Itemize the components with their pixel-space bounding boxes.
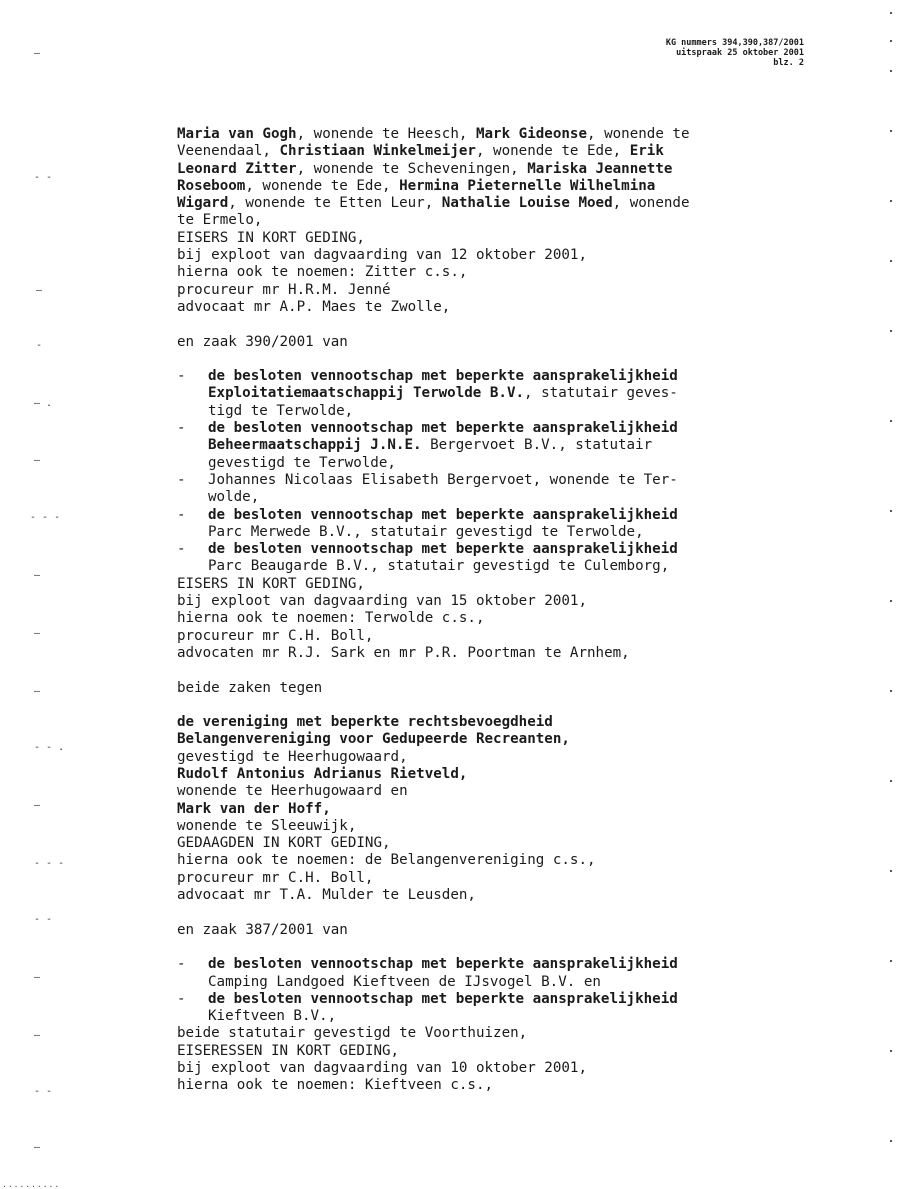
text-line: gevestigd te Terwolde, <box>208 454 396 471</box>
advocaat-line: advocaat mr A.P. Maes te Zwolle, <box>177 298 451 315</box>
text-line: de besloten vennootschap met beperkte aansprakelijkheid <box>208 956 678 973</box>
name: Leonard Zitter <box>177 160 297 177</box>
text-line: tigd te Terwolde, <box>208 402 354 419</box>
margin-mark: — <box>34 455 41 466</box>
list-item <box>177 956 837 991</box>
name: Wigard <box>177 195 229 212</box>
list-item <box>177 991 837 1026</box>
text-line: te Ermelo, <box>177 212 263 229</box>
judgment-date: uitspraak 25 oktober 2001 <box>676 48 804 58</box>
margin-mark: — <box>36 285 43 296</box>
list-item <box>177 368 837 420</box>
margin-mark: — <box>34 800 41 811</box>
case-387-heading: en zaak 387/2001 van <box>177 921 348 938</box>
text-line <box>177 143 837 160</box>
text-line: de vereniging met beperkte rechtsbevoegdheid <box>177 714 553 731</box>
spacer <box>177 316 837 333</box>
alias-line: hierna ook te noemen: Terwolde c.s., <box>177 610 485 627</box>
text-line: de besloten vennootschap met beperkte aansprakelijkheid <box>208 990 678 1007</box>
text-line <box>177 161 837 178</box>
alias-line: hierna ook te noemen: de Belangenvereniging c.s., <box>177 852 596 869</box>
name: Erik <box>629 143 664 160</box>
spacer <box>177 697 837 714</box>
text-line: gevestigd te Heerhugowaard, <box>177 748 408 765</box>
text-line: Johannes Nicolaas Elisabeth Bergervoet, wonende te Ter- <box>208 471 678 488</box>
both-cases-against: beide zaken tegen <box>177 679 323 696</box>
page-number: blz. 2 <box>773 58 804 68</box>
text-line: wonende te Heerhugowaard en <box>177 783 408 800</box>
text-line <box>177 195 837 212</box>
summons-line: bij exploot van dagvaarding van 10 oktober 2001, <box>177 1060 587 1077</box>
scan-edge <box>890 0 896 1186</box>
plaintiffs-terwolde <box>177 576 837 662</box>
margin-mark: — <box>34 1142 41 1153</box>
plaintiffs-zitter <box>177 126 837 316</box>
summons-line: bij exploot van dagvaarding van 12 oktober 2001, <box>177 247 587 264</box>
text-line: de besloten vennootschap met beperkte aansprakelijkheid <box>208 420 678 437</box>
alias-line: hierna ook te noemen: Zitter c.s., <box>177 264 468 281</box>
margin-mark: - - <box>34 914 53 925</box>
name: Hermina Pieternelle Wilhelmina <box>399 177 656 194</box>
dash-bullet: - <box>177 541 186 558</box>
procureur-line: procureur mr C.H. Boll, <box>177 627 374 644</box>
margin-mark: - - - <box>34 858 65 869</box>
name: Mark Gideonse <box>475 126 588 142</box>
dash-bullet: - <box>177 956 186 973</box>
list-item <box>177 420 837 472</box>
defendants <box>177 714 837 904</box>
margin-mark: — <box>34 570 41 581</box>
margin-mark: — <box>34 972 41 983</box>
role-line: EISERESSEN IN KORT GEDING, <box>177 1042 400 1059</box>
person-name: Rudolf Antonius Adrianus Rietveld, <box>177 765 468 782</box>
text: , wonende te Ede, <box>245 177 400 194</box>
margin-mark: — <box>34 1030 41 1041</box>
name: Christiaan Winkelmeijer <box>279 143 476 160</box>
text: , wonende te <box>587 126 690 142</box>
company-name: Parc Beaugarde B.V. <box>208 558 371 575</box>
role-line: EISERS IN KORT GEDING, <box>177 575 365 592</box>
list-item <box>177 541 837 576</box>
margin-mark: - <box>36 340 43 351</box>
spacer <box>177 662 837 679</box>
text-line: de besloten vennootschap met beperkte aansprakelijkheid <box>208 368 678 385</box>
margin-mark: - - <box>34 172 53 183</box>
company-name: Camping Landgoed Kieftveen de IJsvogel B.V. en <box>208 973 601 990</box>
spacer <box>177 351 837 368</box>
alias-line: hierna ook te noemen: Kieftveen c.s., <box>177 1077 494 1094</box>
plaintiffs-kieftveen-list <box>177 956 837 1025</box>
text: , wonende te Etten Leur, <box>228 195 442 212</box>
text-line <box>177 178 837 195</box>
dash-bullet: - <box>177 471 186 488</box>
person-name: Mark van der Hoff, <box>177 800 331 817</box>
name: Maria van Gogh <box>177 126 297 142</box>
margin-mark: - - - <box>30 512 61 523</box>
list-item <box>177 472 837 507</box>
case-390-heading: en zaak 390/2001 van <box>177 333 348 350</box>
name: Nathalie Louise Moed <box>441 195 613 212</box>
text-line: beide statutair gevestigd te Voorthuizen, <box>177 1025 528 1042</box>
name: Mariska Jeannette <box>527 160 673 177</box>
text: , statutair gevestigd te Terwolde, <box>353 523 644 540</box>
text: , wonende te Scheveningen, <box>296 160 528 177</box>
company-name: Beheermaatschappij J.N.E. <box>208 437 431 454</box>
text-line: de besloten vennootschap met beperkte aansprakelijkheid <box>208 506 678 523</box>
advocaat-line: advocaten mr R.J. Sark en mr P.R. Poortman te Arnhem, <box>177 644 630 661</box>
text: Veenendaal, <box>177 143 280 160</box>
role-line: EISERS IN KORT GEDING, <box>177 229 365 246</box>
margin-mark: — <box>34 48 41 59</box>
text: wolde, <box>208 489 260 506</box>
margin-mark: — . <box>34 398 53 409</box>
spacer <box>177 939 837 956</box>
document-body <box>177 126 837 1095</box>
margin-mark: - - <box>34 1086 53 1097</box>
scan-artifact: .......... <box>2 1180 61 1189</box>
association-name: Belangenvereniging voor Gedupeerde Recreanten, <box>177 731 570 748</box>
advocaat-line: advocaat mr T.A. Mulder te Leusden, <box>177 887 476 904</box>
dash-bullet: - <box>177 368 186 385</box>
procureur-line: procureur mr C.H. Boll, <box>177 869 374 886</box>
text-line: wonende te Sleeuwijk, <box>177 817 357 834</box>
dash-bullet: - <box>177 990 186 1007</box>
text-line: de besloten vennootschap met beperkte aansprakelijkheid <box>208 541 678 558</box>
summons-line: bij exploot van dagvaarding van 15 oktober 2001, <box>177 593 587 610</box>
text-line <box>177 126 837 143</box>
company-name: Exploitatiemaatschappij Terwolde B.V. <box>208 385 525 402</box>
document-header <box>544 38 804 68</box>
company-name: Kieftveen B.V., <box>208 1008 337 1025</box>
margin-mark: — <box>34 628 41 639</box>
text: Bergervoet B.V., statutair <box>430 437 653 454</box>
plaintiffs-terwolde-list <box>177 368 837 576</box>
dash-bullet: - <box>177 420 186 437</box>
company-name: Parc Merwede B.V. <box>208 523 354 540</box>
case-numbers: KG nummers 394,390,387/2001 <box>665 38 804 48</box>
text: , statutair gevestigd te Culemborg, <box>370 558 670 575</box>
text: , wonende te Heesch, <box>296 126 476 142</box>
spacer <box>177 904 837 921</box>
text: , statutair geves- <box>524 385 678 402</box>
procureur-line: procureur mr H.R.M. Jenné <box>177 281 391 298</box>
role-line: GEDAAGDEN IN KORT GEDING, <box>177 835 391 852</box>
margin-mark: - - . <box>34 742 65 753</box>
plaintiffs-kieftveen <box>177 1025 837 1094</box>
text: , wonende te Ede, <box>475 143 630 160</box>
text: , wonende <box>612 195 690 212</box>
margin-mark: — <box>34 686 41 697</box>
name: Roseboom <box>177 177 246 194</box>
dash-bullet: - <box>177 506 186 523</box>
list-item <box>177 507 837 542</box>
